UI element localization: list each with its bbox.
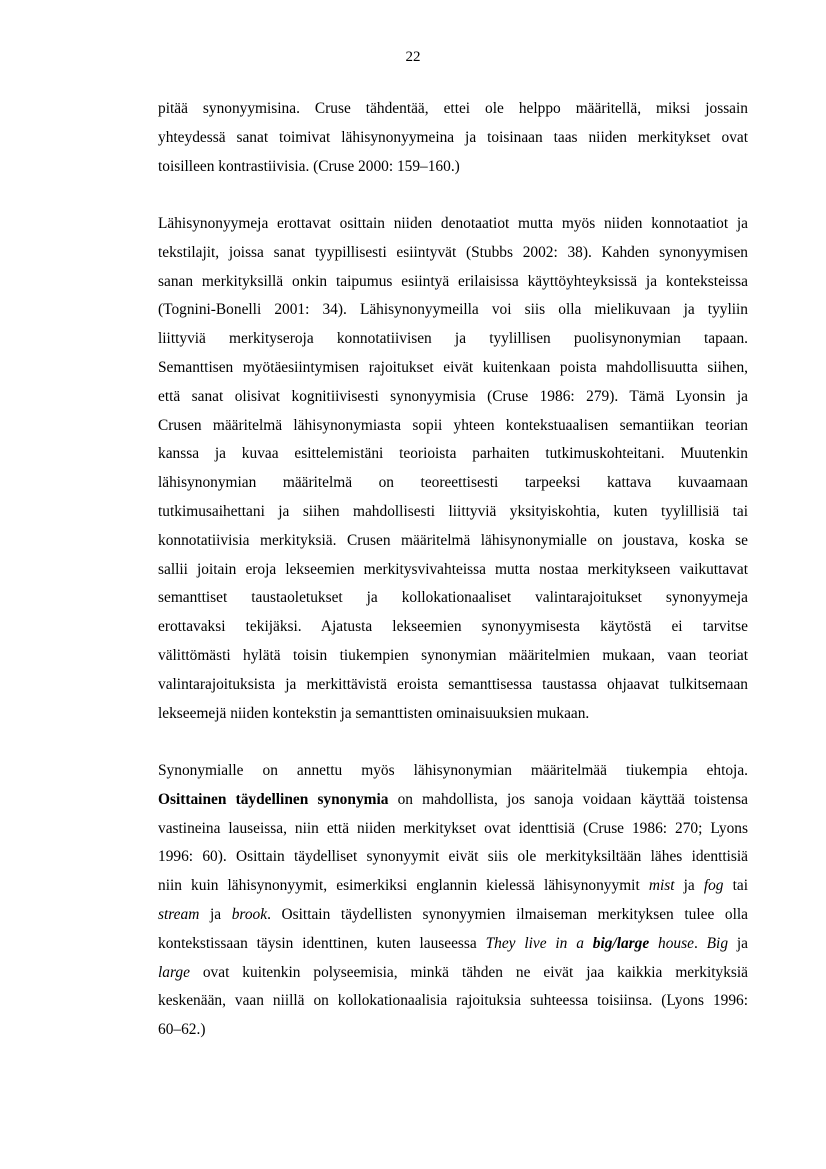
text-line: lähisynonymian määritelmä on teoreettisesti tarpeeksi kattava kuvaamaan xyxy=(158,474,748,492)
text-line: pitää synonyymisina. Cruse tähdentää, ettei ole helppo määritellä, miksi jossain xyxy=(158,100,748,117)
text-line: large ovat kuitenkin polyseemisia, minkä tähden ne eivät jaa kaikkia merkityksiä xyxy=(158,963,748,981)
paragraph-3 xyxy=(158,757,748,1045)
text-line: liittyviä merkityseroja konnotatiivisen ja tyylillisen puolisynonymian tapaan. xyxy=(158,330,748,348)
italic-example: large xyxy=(158,963,190,981)
text-line: stream ja brook. Osittain täydellisten synonyymien ilmaiseman merkityksen tulee olla xyxy=(158,905,748,923)
italic-example: brook xyxy=(231,905,268,923)
text-line: konnotatiivisia merkityksiä. Crusen määritelmä lähisynonymialle on joustava, koska se xyxy=(158,531,748,549)
text-line: valintarajoituksista ja merkittävistä eroista semanttisessa taustassa ohjaavat tulkitsemaan xyxy=(158,675,748,693)
text-line: (Tognini-Bonelli 2001: 34). Lähisynonyymeilla voi siis olla mielikuvaan ja tyyliin xyxy=(158,301,748,319)
text-line: että sanat olisivat kognitiivisesti synonyymisia (Cruse 1986: 279). Tämä Lyonsin ja xyxy=(158,387,748,405)
text-line: tutkimusaihettani ja siihen mahdollisesti liittyviä yksityiskohtia, kuten tyylillisiä tai xyxy=(158,502,748,520)
text-line: semanttiset taustaoletukset ja kollokationaaliset valintarajoitukset synonyymeja xyxy=(158,589,748,607)
text-line: Osittainen täydellinen synonymia on mahdollista, jos sanoja voidaan käyttää toistensa xyxy=(158,790,749,808)
text-line: erottavaksi tekijäksi. Ajatusta lekseemien synonyymisesta käytöstä ei tarvitse xyxy=(158,618,748,636)
bold-italic-example: big/large xyxy=(592,934,650,952)
bold-term: Osittainen täydellinen synonymia xyxy=(158,790,389,808)
text-line: yhteydessä sanat toimivat lähisynonyymeina ja toisinaan taas niiden merkitykset ovat xyxy=(158,128,748,146)
text-line: niin kuin lähisynonyymit, esimerkiksi englannin kielessä lähisynonyymit mist ja fog tai xyxy=(158,877,748,895)
text-line: Semanttisen myötäesiintymisen rajoitukset eivät kuitenkaan poista mahdollisuutta siihen, xyxy=(158,358,748,376)
paragraph-2 xyxy=(158,210,748,728)
text-line: Lähisynonyymeja erottavat osittain niiden denotaatiot mutta myös niiden konnotaatiot ja xyxy=(158,215,748,232)
text-line: sallii joitain eroja lekseemien merkitysvivahteissa mutta nostaa merkitykseen vaikuttavat xyxy=(158,560,748,578)
italic-example: They live in a xyxy=(485,934,593,952)
page-number: 22 xyxy=(405,49,421,65)
italic-example: stream xyxy=(158,905,200,923)
italic-example: house xyxy=(649,934,694,952)
text-line: kontekstissaan täysin identtinen, kuten lauseessa They live in a big/large house. Big ja xyxy=(158,934,748,952)
text-line: toisilleen kontrastiivisia. (Cruse 2000: 159–160.) xyxy=(158,157,460,175)
text-line: vastineina lauseissa, niin että niiden merkitykset ovat identtisiä (Cruse 1986: 270; Lyons xyxy=(158,819,748,837)
italic-example: mist xyxy=(648,877,675,895)
text-line: välittömästi hylätä toisin tiukempien synonymian määritelmien mukaan, vaan teoriat xyxy=(158,646,748,664)
text-line: 60–62.) xyxy=(158,1021,206,1039)
italic-example: fog xyxy=(703,877,724,895)
text-line: kanssa ja kuvaa esittelemistäni teorioista parhaiten tutkimuskohteitani. Muutenkin xyxy=(158,445,748,463)
text-line: 1996: 60). Osittain täydelliset synonyymit eivät siis ole merkityksiltään lähes identtisiä xyxy=(158,848,748,866)
text-line: keskenään, vaan niillä on kollokationaalisia rajoituksia suhteessa toisiinsa. (Lyons 1996: xyxy=(158,992,748,1010)
italic-example: Big xyxy=(706,934,729,952)
text-line: tekstilajit, joissa sanat tyypillisesti esiintyvät (Stubbs 2002: 38). Kahden synonyymisen xyxy=(158,243,748,261)
text-line: Synonymialle on annettu myös lähisynonymian määritelmää tiukempia ehtoja. xyxy=(158,762,748,779)
text-line: Crusen määritelmä lähisynonymiasta sopii yhteen kontekstuaalisen semantiikan teorian xyxy=(158,416,748,434)
text-line: lekseemejä niiden kontekstin ja semanttisten ominaisuuksien mukaan. xyxy=(158,704,590,722)
paragraph-1 xyxy=(158,95,748,181)
text-line: sanan merkityksillä onkin taipumus esiintyä erilaisissa käyttöyhteyksissä ja konteksteissa xyxy=(158,272,748,290)
